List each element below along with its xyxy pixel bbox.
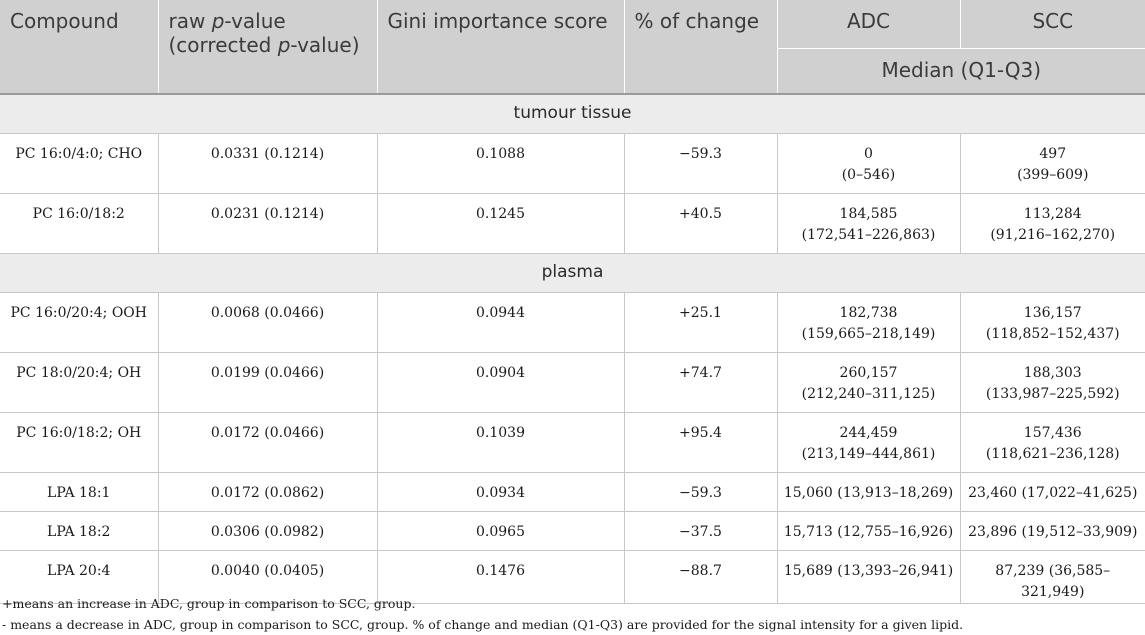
header-change: % of change <box>624 0 777 94</box>
table-row <box>0 473 1145 512</box>
cell-adc: 0 (0–546) <box>777 134 960 194</box>
cell-adc: 184,585 (172,541–226,863) <box>777 194 960 254</box>
cell-compound: PC 16:0/4:0; CHO <box>0 134 158 194</box>
header-raw-p-line: raw p-value <box>168 9 286 33</box>
cell-p-value: 0.0040 (0.0405) <box>158 551 377 604</box>
cell-scc: 113,284 (91,216–162,270) <box>960 194 1145 254</box>
cell-adc: 260,157 (212,240–311,125) <box>777 353 960 413</box>
cell-scc: 136,157 (118,852–152,437) <box>960 293 1145 353</box>
cell-change: −59.3 <box>624 473 777 512</box>
table-header <box>0 0 1145 94</box>
cell-gini: 0.1476 <box>377 551 624 604</box>
header-adc: ADC <box>777 0 960 49</box>
cell-compound: PC 16:0/18:2; OH <box>0 413 158 473</box>
cell-scc: 157,436 (118,621–236,128) <box>960 413 1145 473</box>
cell-gini: 0.1245 <box>377 194 624 254</box>
cell-gini: 0.0944 <box>377 293 624 353</box>
cell-compound: LPA 18:2 <box>0 512 158 551</box>
cell-gini: 0.0934 <box>377 473 624 512</box>
header-scc: SCC <box>960 0 1145 49</box>
header-gini: Gini importance score <box>377 0 624 94</box>
header-p-value <box>158 0 377 94</box>
cell-adc: 15,060 (13,913–18,269) <box>777 473 960 512</box>
table-row <box>0 293 1145 353</box>
cell-scc: 23,896 (19,512–33,909) <box>960 512 1145 551</box>
cell-change: −37.5 <box>624 512 777 551</box>
cell-change: +95.4 <box>624 413 777 473</box>
cell-gini: 0.1088 <box>377 134 624 194</box>
cell-adc: 182,738 (159,665–218,149) <box>777 293 960 353</box>
cell-compound: PC 16:0/20:4; OOH <box>0 293 158 353</box>
cell-p-value: 0.0172 (0.0862) <box>158 473 377 512</box>
cell-change: +40.5 <box>624 194 777 254</box>
cell-scc: 497 (399–609) <box>960 134 1145 194</box>
cell-gini: 0.0904 <box>377 353 624 413</box>
cell-adc: 244,459 (213,149–444,861) <box>777 413 960 473</box>
cell-p-value: 0.0199 (0.0466) <box>158 353 377 413</box>
table-row <box>0 194 1145 254</box>
table-body <box>0 94 1145 604</box>
cell-change: −59.3 <box>624 134 777 194</box>
cell-compound: LPA 20:4 <box>0 551 158 604</box>
section-row-plasma <box>0 254 1145 293</box>
cell-compound: PC 16:0/18:2 <box>0 194 158 254</box>
cell-change: −88.7 <box>624 551 777 604</box>
cell-p-value: 0.0172 (0.0466) <box>158 413 377 473</box>
header-median: Median (Q1-Q3) <box>777 49 1145 95</box>
header-compound: Compound <box>0 0 158 94</box>
cell-gini: 0.1039 <box>377 413 624 473</box>
table-row <box>0 353 1145 413</box>
table-row <box>0 413 1145 473</box>
cell-adc: 15,689 (13,393–26,941) <box>777 551 960 604</box>
section-row-tumour <box>0 94 1145 134</box>
cell-p-value: 0.0231 (0.1214) <box>158 194 377 254</box>
table-footnotes <box>2 593 963 635</box>
cell-p-value: 0.0068 (0.0466) <box>158 293 377 353</box>
cell-scc: 23,460 (17,022–41,625) <box>960 473 1145 512</box>
footnote-increase: +means an increase in ADC, group in comparison to SCC, group. <box>2 596 416 611</box>
cell-compound: PC 18:0/20:4; OH <box>0 353 158 413</box>
cell-adc: 15,713 (12,755–16,926) <box>777 512 960 551</box>
cell-change: +74.7 <box>624 353 777 413</box>
cell-gini: 0.0965 <box>377 512 624 551</box>
header-corrected-p-line: (corrected p-value) <box>168 33 360 57</box>
cell-change: +25.1 <box>624 293 777 353</box>
table-row <box>0 134 1145 194</box>
section-label-tumour: tumour tissue <box>0 94 1145 134</box>
cell-p-value: 0.0306 (0.0982) <box>158 512 377 551</box>
section-label-plasma: plasma <box>0 254 1145 293</box>
cell-p-value: 0.0331 (0.1214) <box>158 134 377 194</box>
cell-scc: 87,239 (36,585–321,949) <box>960 551 1145 604</box>
cell-compound: LPA 18:1 <box>0 473 158 512</box>
table-row <box>0 512 1145 551</box>
footnote-decrease: - means a decrease in ADC, group in comparison to SCC, group. % of change and median (Q1-Q3) are provided for the signal intensity for a given lipid. <box>2 617 964 632</box>
cell-scc: 188,303 (133,987–225,592) <box>960 353 1145 413</box>
